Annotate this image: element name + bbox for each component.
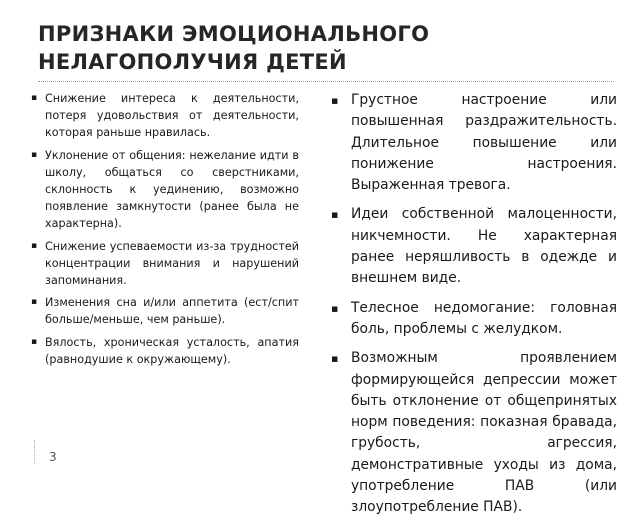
bullet-point-icon: ▪: [331, 208, 339, 222]
slide-title: ПРИЗНАКИ ЭМОЦИОНАЛЬНОГО НЕЛАГОПОЛУЧИЯ ДЕТЕЙ: [38, 22, 430, 74]
list-item-text: Вялость, хроническая усталость, апатия (равнодушие к окружающему).: [45, 335, 299, 366]
list-item-text: Уклонение от общения: нежелание идти в школу, общаться со сверстниками, склонность к уединению, возможно появление замкнутости (ранее была не характерна).: [45, 148, 299, 231]
bullet-point-icon: ▪: [31, 149, 38, 160]
bullet-point-icon: ▪: [31, 336, 38, 347]
bullet-point-icon: ▪: [331, 301, 339, 315]
list-item-text: Идеи собственной малоценности, никчемности. Не характерная ранее неряшливость в одежде и внешнем виде.: [351, 206, 617, 287]
list-item: [331, 298, 617, 341]
list-item-text: Изменения сна и/или аппетита (ест/спит больше/меньше, чем раньше).: [45, 296, 299, 327]
bullet-point-icon: ▪: [31, 93, 38, 103]
bullet-point-icon: ▪: [31, 240, 38, 251]
bullet-point-icon: ▪: [331, 352, 339, 366]
list-item-text: Грустное настроение или повышенная раздражительность. Длительное повышение или понижение настроения. Выраженная тревога.: [351, 92, 617, 194]
list-item: [31, 90, 299, 142]
right-symptom-list: [331, 90, 617, 527]
list-item-text: Возможным проявлением формирующейся депрессии может быть отклонение от общепринятых норм поведения: показная бравада, грубость, агрессия, демонстративные уходы из дома, употребление ПАВ (или злоупотребление ПАВ).: [351, 350, 617, 516]
list-item: [331, 204, 617, 289]
left-symptom-list: [31, 90, 299, 373]
list-item: [31, 334, 299, 368]
list-item-text: Телесное недомогание: головная боль, проблемы с желудком.: [351, 299, 617, 337]
list-item: [31, 238, 299, 290]
list-item-text: Снижение интереса к деятельности, потеря удовольствия от деятельности, которая раньше нравилась.: [45, 92, 299, 140]
list-item: [331, 90, 617, 196]
bullet-point-icon: ▪: [31, 297, 38, 308]
list-item-text: Снижение успеваемости из-за трудностей концентрации внимания и нарушений запоминания.: [45, 239, 299, 288]
page-number: 3: [49, 450, 57, 464]
footer-divider: [34, 440, 35, 464]
list-item: [31, 294, 299, 328]
list-item: [331, 348, 617, 518]
bullet-point-icon: ▪: [331, 94, 339, 107]
title-divider: [38, 81, 614, 82]
list-item: [31, 147, 299, 233]
